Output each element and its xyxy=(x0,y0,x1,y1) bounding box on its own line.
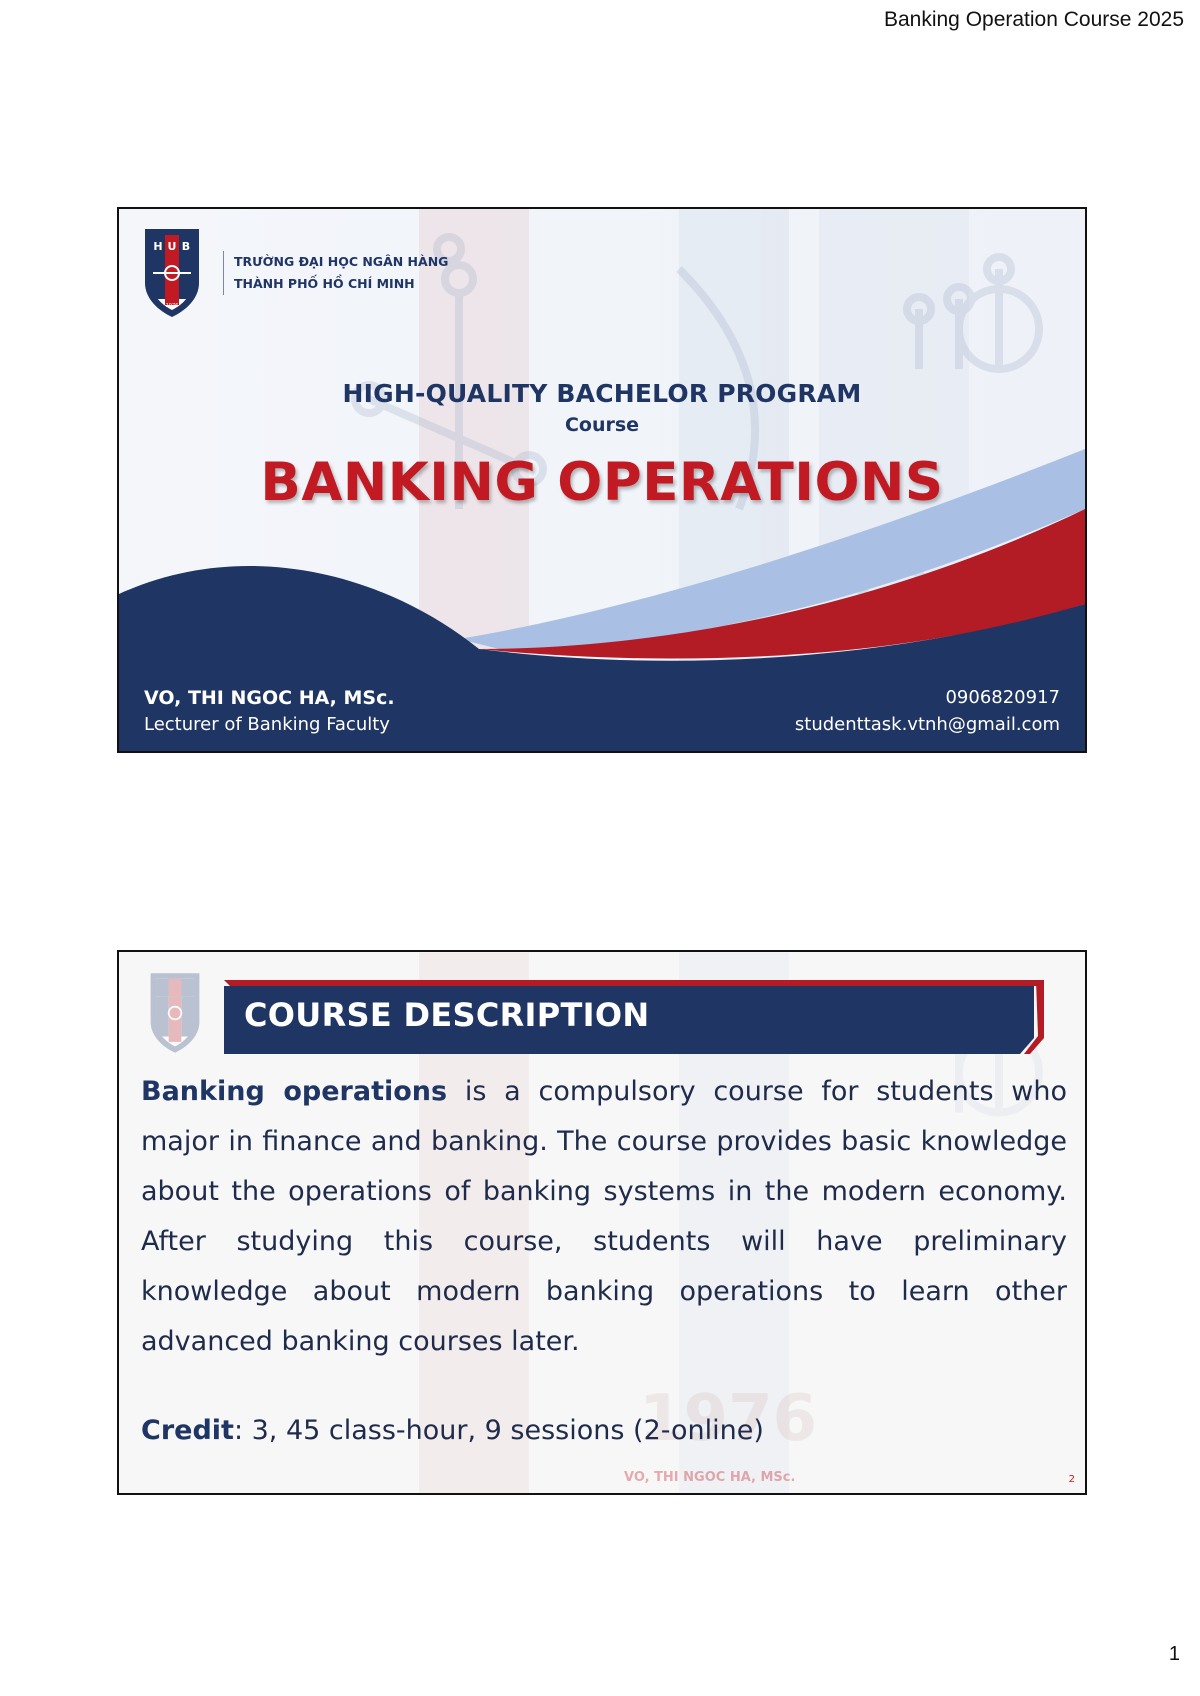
logo-letter-h: H xyxy=(153,240,163,253)
course-title: BANKING OPERATIONS xyxy=(260,452,944,513)
logo-letter-u: U xyxy=(167,240,177,253)
university-name-line2: THÀNH PHỐ HỒ CHÍ MINH xyxy=(234,276,415,291)
university-logo-faded xyxy=(147,970,203,1056)
description-bold: Banking operations xyxy=(141,1076,448,1107)
section-title: COURSE DESCRIPTION xyxy=(244,996,650,1034)
university-logo xyxy=(141,227,203,319)
title-slide xyxy=(117,207,1087,753)
lecturer-role: Lecturer of Banking Faculty xyxy=(144,714,390,735)
university-name-line1: TRƯỜNG ĐẠI HỌC NGÂN HÀNG xyxy=(234,254,449,269)
credit-value: : 3, 45 class-hour, 9 sessions (2-online) xyxy=(233,1415,764,1446)
course-description-slide xyxy=(117,950,1087,1495)
page-number: 1 xyxy=(1168,1643,1180,1665)
program-title: HIGH-QUALITY BACHELOR PROGRAM xyxy=(342,379,862,408)
watermark-year: 1976 xyxy=(639,1382,818,1456)
lecturer-name: VO, THI NGOC HA, MSc. xyxy=(144,687,395,709)
university-name xyxy=(223,251,448,295)
course-description xyxy=(141,1067,1067,1367)
credit-label: Credit xyxy=(141,1415,234,1446)
page-header: Banking Operation Course 2025 xyxy=(883,8,1184,31)
slide-number: 2 xyxy=(1068,1474,1075,1485)
slide-footer-name: VO, THI NGOC HA, MSc. xyxy=(624,1470,796,1485)
description-text: is a compulsory course for students who major in finance and banking. The course provides basic knowledge about the operations of banking systems in the modern economy. After studying this course, students will have preliminary knowledge about modern banking operations to learn other advanced banking courses later. xyxy=(141,1076,1067,1357)
logo-letter-b: B xyxy=(181,240,191,253)
lecturer-email: studenttask.vtnh@gmail.com xyxy=(794,714,1060,735)
lecturer-phone: 0906820917 xyxy=(945,687,1060,708)
credit-info xyxy=(141,1415,764,1446)
course-label: Course xyxy=(564,414,640,436)
logo-year: 1976 xyxy=(165,303,179,309)
